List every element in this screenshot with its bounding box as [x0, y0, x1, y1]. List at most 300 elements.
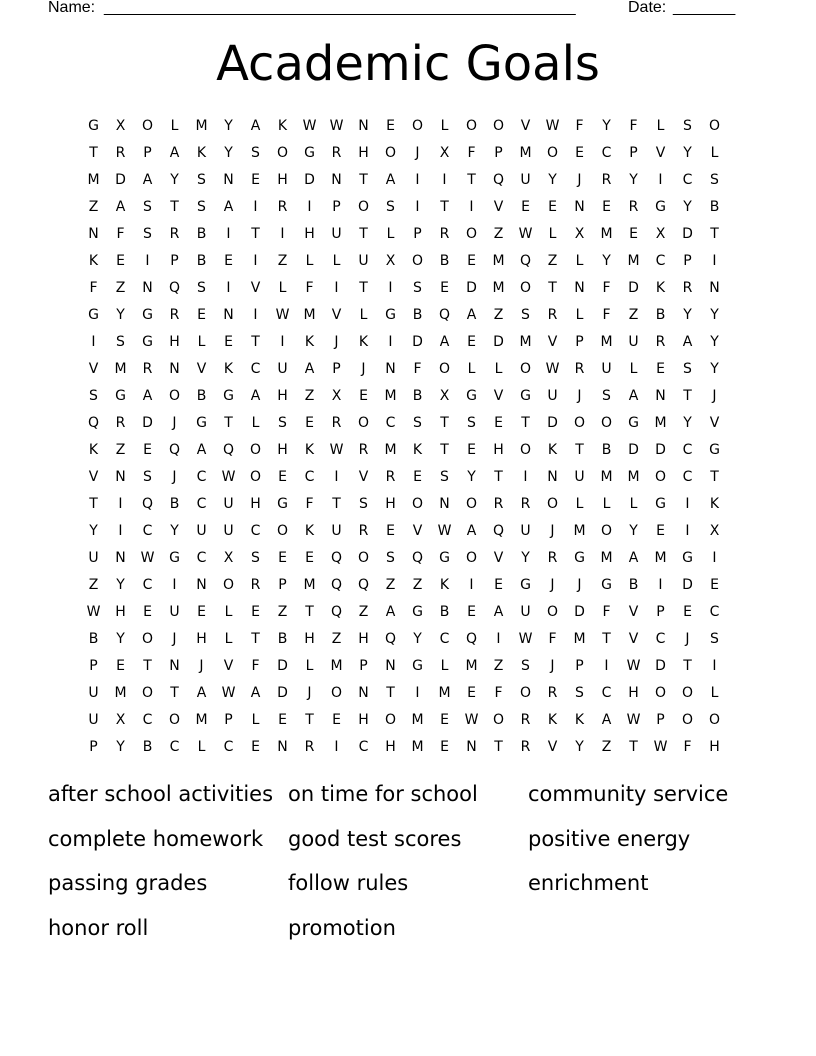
grid-letter: A: [439, 333, 450, 350]
grid-letter: P: [413, 225, 422, 242]
header-line: [48, 0, 748, 20]
grid-letter: X: [439, 144, 450, 161]
grid-letter: R: [115, 144, 126, 161]
grid-letter: W: [302, 117, 317, 134]
grid-letter: E: [521, 198, 530, 215]
grid-letter: V: [88, 468, 99, 485]
grid-letter: B: [196, 225, 207, 242]
date-blank-line: _______: [673, 0, 736, 16]
grid-letter: N: [88, 225, 99, 242]
grid-letter: O: [384, 711, 397, 728]
grid-letter: R: [250, 576, 261, 593]
grid-letter: O: [141, 117, 154, 134]
grid-letter: Q: [357, 576, 370, 593]
grid-letter: E: [440, 279, 449, 296]
grid-letter: S: [278, 414, 287, 431]
grid-letter: N: [196, 576, 207, 593]
grid-letter: A: [304, 360, 315, 377]
grid-letter: F: [305, 495, 314, 512]
grid-letter: O: [465, 549, 478, 566]
grid-letter: P: [575, 657, 584, 674]
grid-letter: Z: [628, 306, 639, 323]
grid-letter: K: [88, 252, 99, 269]
grid-letter: A: [493, 603, 504, 620]
grid-letter: F: [251, 657, 260, 674]
grid-letter: M: [573, 522, 586, 539]
grid-letter: N: [115, 549, 126, 566]
grid-letter: B: [439, 603, 450, 620]
grid-letter: L: [656, 117, 665, 134]
grid-letter: H: [277, 387, 288, 404]
grid-letter: A: [223, 198, 234, 215]
grid-letter: H: [115, 603, 126, 620]
grid-letter: B: [628, 576, 639, 593]
grid-letter: V: [493, 387, 504, 404]
grid-letter: J: [172, 630, 177, 647]
grid-letter: L: [197, 333, 206, 350]
grid-letter: X: [115, 711, 126, 728]
grid-letter: I: [91, 333, 96, 350]
date-label: Date:: [628, 0, 667, 16]
grid-letter: S: [413, 279, 422, 296]
grid-letter: P: [629, 144, 638, 161]
grid-letter: A: [628, 387, 639, 404]
grid-letter: C: [250, 360, 261, 377]
grid-letter: S: [521, 306, 530, 323]
grid-letter: Y: [224, 144, 233, 161]
grid-letter: L: [278, 279, 287, 296]
grid-letter: J: [577, 171, 582, 188]
grid-letter: J: [685, 630, 690, 647]
grid-letter: R: [304, 738, 315, 755]
grid-letter: W: [221, 468, 236, 485]
grid-letter: G: [142, 333, 153, 350]
grid-letter: H: [304, 630, 315, 647]
grid-letter: V: [331, 306, 342, 323]
grid-letter: B: [277, 630, 288, 647]
grid-letter: N: [385, 657, 396, 674]
word-list-item: passing grades: [48, 871, 208, 895]
grid-letter: L: [710, 144, 719, 161]
grid-letter: P: [224, 711, 233, 728]
grid-letter: V: [223, 657, 234, 674]
grid-letter: Z: [88, 198, 99, 215]
grid-letter: G: [520, 576, 531, 593]
grid-letter: P: [575, 333, 584, 350]
grid-letter: S: [197, 198, 206, 215]
grid-letter: S: [251, 144, 260, 161]
grid-letter: R: [331, 144, 342, 161]
grid-letter: U: [223, 495, 234, 512]
grid-letter: Y: [521, 549, 530, 566]
grid-letter: E: [467, 252, 476, 269]
grid-letter: I: [226, 279, 231, 296]
grid-letter: P: [89, 738, 98, 755]
grid-letter: H: [358, 630, 369, 647]
grid-letter: P: [143, 144, 152, 161]
grid-letter: X: [385, 252, 396, 269]
grid-letter: A: [196, 684, 207, 701]
grid-letter: M: [654, 549, 667, 566]
grid-letter: Z: [385, 576, 396, 593]
grid-letter: I: [253, 306, 258, 323]
grid-letter: E: [305, 549, 314, 566]
grid-letter: S: [521, 657, 530, 674]
grid-letter: U: [628, 333, 639, 350]
grid-letter: Q: [168, 441, 181, 458]
grid-letter: Q: [87, 414, 100, 431]
grid-letter: U: [88, 549, 99, 566]
grid-letter: V: [358, 468, 369, 485]
grid-letter: N: [223, 171, 234, 188]
grid-letter: M: [195, 117, 208, 134]
grid-letter: N: [277, 738, 288, 755]
grid-letter: Y: [116, 738, 125, 755]
grid-letter: T: [305, 711, 314, 728]
grid-letter: Q: [330, 576, 343, 593]
grid-letter: T: [89, 144, 98, 161]
grid-letter: E: [386, 522, 395, 539]
grid-letter: O: [330, 684, 343, 701]
grid-letter: R: [655, 333, 666, 350]
grid-letter: F: [602, 603, 611, 620]
grid-letter: Z: [277, 252, 288, 269]
grid-letter: L: [440, 657, 449, 674]
grid-letter: L: [548, 225, 557, 242]
word-list-item: promotion: [288, 915, 396, 940]
grid-letter: U: [574, 468, 585, 485]
grid-letter: T: [548, 279, 557, 296]
grid-letter: L: [197, 738, 206, 755]
grid-letter: X: [655, 225, 666, 242]
grid-letter: S: [575, 684, 584, 701]
grid-letter: E: [332, 711, 341, 728]
grid-letter: P: [494, 144, 503, 161]
grid-letter: O: [519, 360, 532, 377]
grid-letter: E: [197, 603, 206, 620]
grid-letter: U: [277, 360, 288, 377]
grid-letter: J: [334, 333, 339, 350]
grid-letter: O: [222, 576, 235, 593]
grid-letter: E: [467, 333, 476, 350]
grid-letter: O: [492, 117, 505, 134]
grid-letter: K: [223, 360, 234, 377]
grid-letter: X: [574, 225, 585, 242]
grid-letter: I: [658, 576, 663, 593]
name-blank-line: _____________________________________________________: [104, 0, 576, 16]
grid-letter: N: [358, 117, 369, 134]
grid-letter: H: [628, 684, 639, 701]
grid-letter: T: [332, 495, 341, 512]
grid-letter: O: [546, 603, 559, 620]
grid-letter: H: [169, 333, 180, 350]
grid-letter: E: [602, 198, 611, 215]
grid-letter: V: [250, 279, 261, 296]
grid-letter: M: [87, 171, 100, 188]
grid-letter: Y: [89, 522, 98, 539]
grid-letter: V: [709, 414, 720, 431]
grid-letter: I: [334, 468, 339, 485]
grid-letter: G: [682, 549, 693, 566]
grid-letter: L: [575, 495, 584, 512]
grid-letter: E: [278, 549, 287, 566]
grid-letter: U: [520, 522, 531, 539]
grid-letter: R: [277, 198, 288, 215]
grid-letter: U: [547, 387, 558, 404]
grid-letter: Z: [601, 738, 612, 755]
grid-letter: R: [520, 738, 531, 755]
grid-letter: R: [493, 495, 504, 512]
grid-letter: E: [251, 738, 260, 755]
grid-letter: N: [439, 495, 450, 512]
grid-letter: G: [439, 549, 450, 566]
grid-letter: Z: [304, 387, 315, 404]
grid-letter: N: [358, 684, 369, 701]
grid-letter: A: [250, 117, 261, 134]
grid-letter: Z: [88, 576, 99, 593]
grid-letter: L: [224, 603, 233, 620]
grid-letter: N: [142, 279, 153, 296]
grid-letter: S: [413, 414, 422, 431]
letter-grid: [80, 112, 740, 760]
grid-letter: U: [331, 522, 342, 539]
grid-letter: Y: [224, 117, 233, 134]
grid-letter: B: [142, 738, 153, 755]
grid-letter: W: [518, 225, 533, 242]
grid-letter: K: [709, 495, 720, 512]
grid-letter: W: [437, 522, 452, 539]
grid-letter: R: [574, 360, 585, 377]
grid-letter: M: [627, 468, 640, 485]
grid-letter: C: [196, 495, 207, 512]
grid-letter: O: [357, 549, 370, 566]
grid-letter: E: [629, 225, 638, 242]
grid-letter: Y: [170, 171, 179, 188]
grid-letter: O: [276, 522, 289, 539]
grid-letter: I: [685, 522, 690, 539]
grid-letter: J: [172, 468, 177, 485]
grid-letter: O: [141, 684, 154, 701]
grid-letter: U: [88, 684, 99, 701]
grid-letter: O: [357, 414, 370, 431]
grid-letter: K: [655, 279, 666, 296]
grid-letter: A: [250, 387, 261, 404]
grid-letter: O: [465, 117, 478, 134]
grid-letter: K: [358, 333, 369, 350]
grid-letter: T: [683, 387, 692, 404]
grid-letter: N: [574, 198, 585, 215]
grid-letter: X: [331, 387, 342, 404]
grid-letter: N: [655, 387, 666, 404]
grid-letter: N: [169, 657, 180, 674]
grid-letter: H: [277, 441, 288, 458]
grid-letter: I: [172, 576, 177, 593]
grid-letter: X: [223, 549, 234, 566]
grid-letter: D: [115, 171, 126, 188]
grid-letter: M: [600, 333, 613, 350]
grid-letter: P: [359, 657, 368, 674]
grid-letter: V: [88, 360, 99, 377]
grid-letter: S: [683, 360, 692, 377]
grid-letter: V: [493, 549, 504, 566]
grid-letter: A: [385, 171, 396, 188]
grid-letter: U: [196, 522, 207, 539]
grid-letter: R: [628, 198, 639, 215]
grid-letter: H: [250, 495, 261, 512]
grid-letter: F: [494, 684, 503, 701]
grid-letter: R: [358, 522, 369, 539]
grid-letter: A: [385, 603, 396, 620]
grid-letter: M: [492, 279, 505, 296]
grid-letter: R: [358, 441, 369, 458]
grid-letter: I: [712, 252, 717, 269]
grid-letter: G: [412, 657, 423, 674]
grid-letter: I: [442, 171, 447, 188]
grid-letter: Z: [277, 603, 288, 620]
grid-letter: C: [439, 630, 450, 647]
grid-letter: W: [626, 657, 641, 674]
grid-letter: L: [359, 306, 368, 323]
grid-letter: F: [602, 279, 611, 296]
grid-letter: S: [359, 495, 368, 512]
grid-letter: T: [359, 279, 368, 296]
grid-letter: E: [278, 468, 287, 485]
grid-letter: T: [440, 198, 449, 215]
grid-letter: S: [251, 549, 260, 566]
grid-letter: R: [682, 279, 693, 296]
grid-letter: T: [143, 657, 152, 674]
grid-letter: N: [547, 468, 558, 485]
grid-letter: Y: [629, 171, 638, 188]
grid-letter: E: [467, 684, 476, 701]
grid-letter: I: [388, 279, 393, 296]
grid-letter: M: [195, 711, 208, 728]
grid-letter: I: [415, 171, 420, 188]
grid-letter: A: [682, 333, 693, 350]
grid-letter: Q: [465, 630, 478, 647]
grid-letter: A: [169, 144, 180, 161]
grid-letter: W: [545, 117, 560, 134]
grid-letter: W: [86, 603, 101, 620]
grid-letter: R: [115, 414, 126, 431]
grid-letter: O: [681, 684, 694, 701]
word-list-item: community service: [528, 782, 729, 806]
grid-letter: O: [708, 117, 721, 134]
grid-letter: D: [277, 657, 288, 674]
grid-letter: P: [332, 360, 341, 377]
grid-letter: M: [519, 144, 532, 161]
grid-letter: M: [654, 414, 667, 431]
grid-letter: K: [88, 441, 99, 458]
grid-letter: Y: [710, 306, 719, 323]
grid-letter: F: [548, 630, 557, 647]
grid-letter: O: [168, 387, 181, 404]
grid-letter: D: [574, 603, 585, 620]
grid-letter: K: [439, 576, 450, 593]
grid-letter: V: [628, 603, 639, 620]
grid-letter: T: [494, 738, 503, 755]
grid-letter: E: [548, 198, 557, 215]
grid-letter: Z: [493, 657, 504, 674]
grid-letter: V: [547, 333, 558, 350]
grid-letter: I: [658, 171, 663, 188]
grid-letter: K: [412, 441, 423, 458]
grid-letter: L: [386, 225, 395, 242]
grid-letter: E: [197, 306, 206, 323]
grid-letter: D: [547, 414, 558, 431]
grid-letter: C: [304, 468, 315, 485]
grid-letter: S: [710, 171, 719, 188]
grid-letter: O: [384, 144, 397, 161]
grid-letter: A: [628, 549, 639, 566]
grid-letter: B: [196, 387, 207, 404]
grid-letter: L: [251, 414, 260, 431]
grid-letter: T: [710, 468, 719, 485]
grid-letter: A: [466, 522, 477, 539]
grid-letter: C: [169, 738, 180, 755]
word-list-item: honor roll: [48, 915, 149, 940]
grid-letter: S: [143, 198, 152, 215]
grid-letter: E: [494, 414, 503, 431]
grid-letter: E: [683, 603, 692, 620]
grid-letter: T: [440, 414, 449, 431]
grid-letter: S: [197, 279, 206, 296]
grid-letter: S: [710, 630, 719, 647]
grid-letter: Y: [602, 117, 611, 134]
grid-letter: O: [519, 441, 532, 458]
word-list-item: positive energy: [528, 826, 691, 851]
grid-letter: V: [412, 522, 423, 539]
grid-letter: I: [496, 630, 501, 647]
grid-letter: H: [385, 738, 396, 755]
grid-letter: O: [465, 225, 478, 242]
grid-letter: C: [142, 711, 153, 728]
grid-letter: C: [601, 144, 612, 161]
grid-letter: B: [439, 252, 450, 269]
grid-letter: G: [88, 306, 99, 323]
grid-letter: I: [415, 198, 420, 215]
grid-letter: E: [710, 576, 719, 593]
grid-letter: I: [712, 657, 717, 674]
grid-letter: J: [172, 414, 177, 431]
grid-letter: L: [224, 630, 233, 647]
grid-letter: I: [604, 657, 609, 674]
grid-letter: R: [385, 468, 396, 485]
grid-letter: R: [142, 360, 153, 377]
grid-letter: Y: [548, 171, 557, 188]
grid-letter: E: [656, 360, 665, 377]
grid-letter: L: [710, 684, 719, 701]
grid-letter: T: [305, 603, 314, 620]
word-list-item: on time for school: [288, 782, 478, 806]
grid-letter: U: [520, 171, 531, 188]
grid-letter: O: [438, 360, 451, 377]
grid-letter: O: [249, 468, 262, 485]
grid-letter: M: [600, 549, 613, 566]
grid-letter: S: [386, 198, 395, 215]
grid-letter: C: [682, 468, 693, 485]
grid-letter: M: [384, 387, 397, 404]
grid-letter: M: [627, 252, 640, 269]
grid-letter: W: [221, 684, 236, 701]
grid-letter: Y: [116, 576, 125, 593]
grid-letter: B: [88, 630, 99, 647]
grid-letter: O: [411, 252, 424, 269]
word-list-item: enrichment: [528, 871, 649, 895]
grid-letter: K: [304, 522, 315, 539]
grid-letter: Z: [115, 279, 126, 296]
grid-letter: I: [253, 198, 258, 215]
